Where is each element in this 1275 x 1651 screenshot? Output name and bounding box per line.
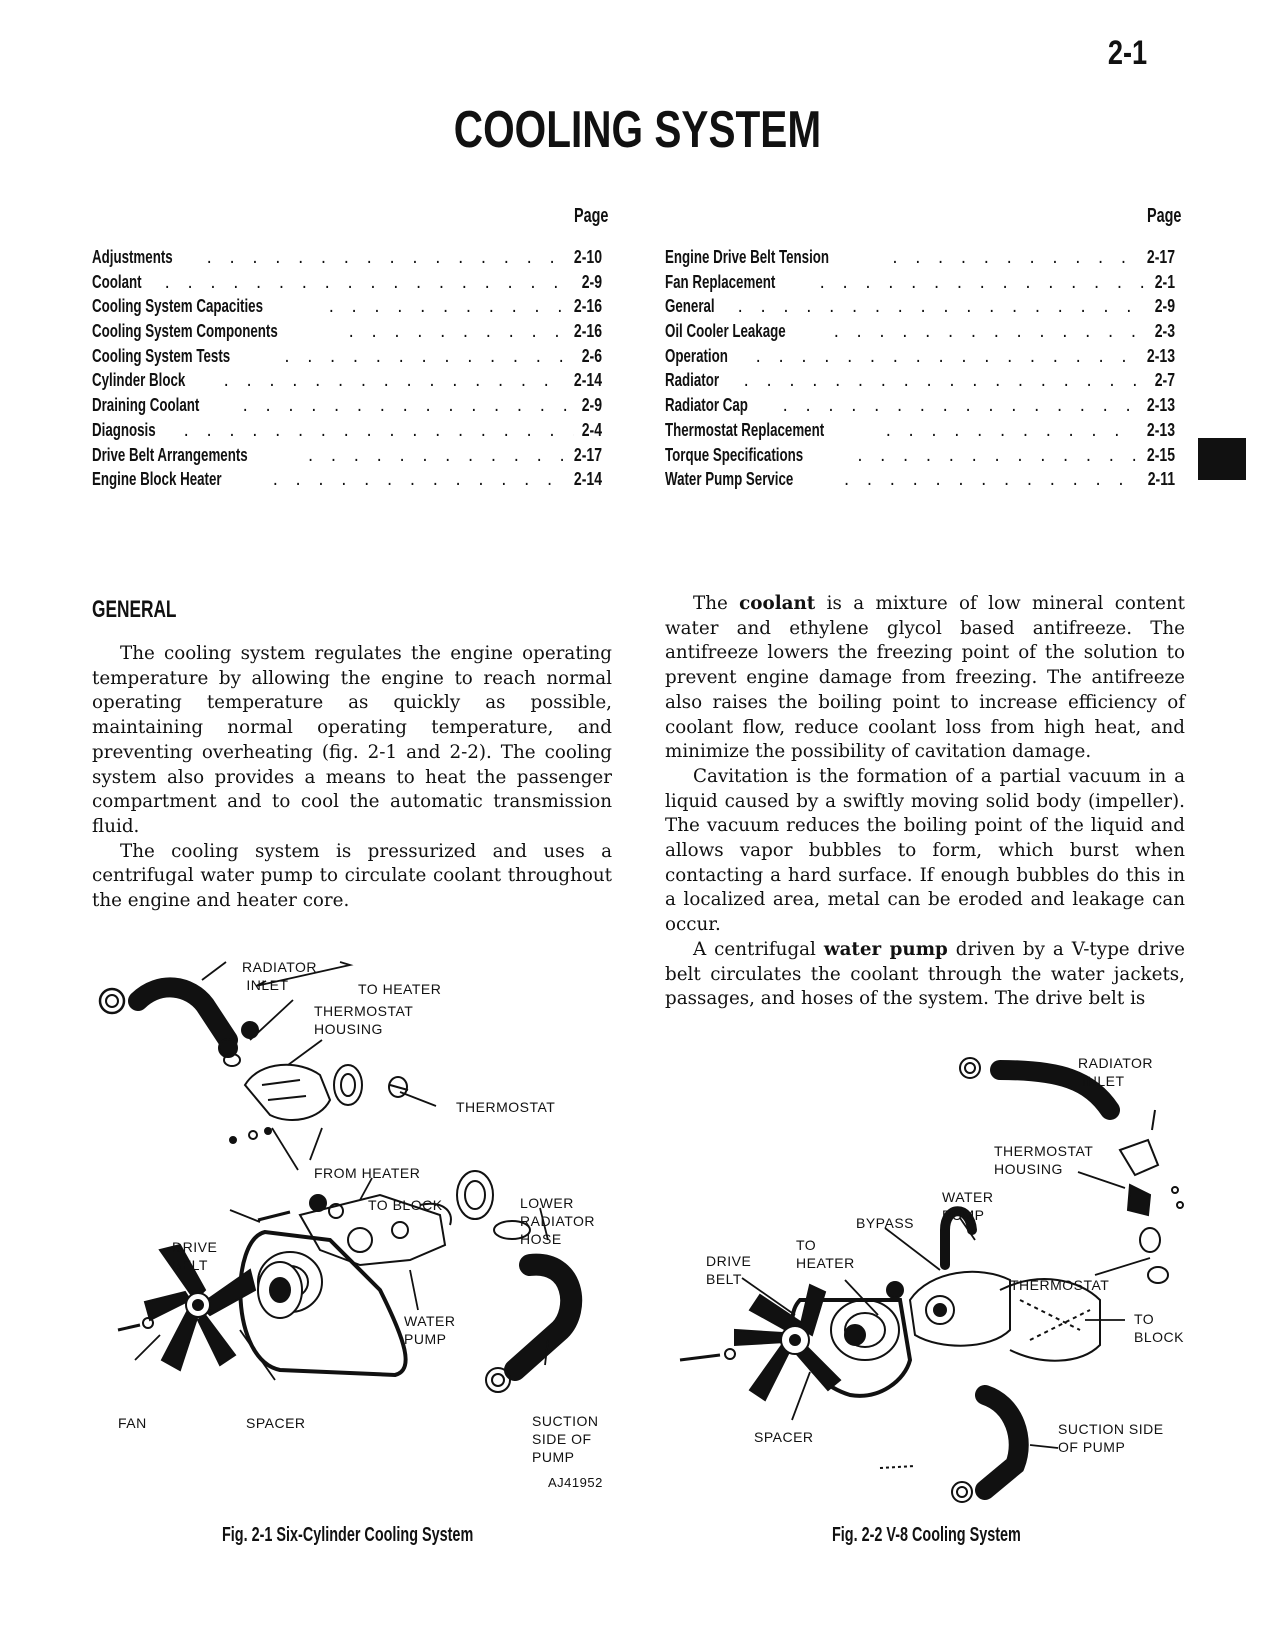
fig1-label-spacer: SPACER xyxy=(246,1415,306,1431)
toc-entry-page: 2-16 xyxy=(573,321,602,342)
fig2-label-to-block: TO BLOCK xyxy=(1134,1311,1184,1345)
figure-2-2-caption: Fig. 2-2 V-8 Cooling System xyxy=(832,1524,1021,1546)
toc-page-heading-left: Page xyxy=(574,205,609,227)
toc-entry-label: Fan Replacement xyxy=(665,271,776,292)
toc-entry-label: Radiator Cap xyxy=(665,395,748,416)
toc-entry-page: 2-10 xyxy=(573,247,602,267)
radiator-inlet-hose xyxy=(100,987,258,1057)
toc-entry-label: Radiator xyxy=(665,370,720,391)
toc-entry-page: 2-17 xyxy=(573,444,602,465)
general-heading: GENERAL xyxy=(92,596,177,623)
fig2-label-to-heater: TO HEATER xyxy=(796,1237,855,1271)
toc-entry-label: Draining Coolant xyxy=(92,395,200,416)
fig2-label-water-pump: WATER PUMP xyxy=(942,1189,994,1223)
toc-entry-label: Engine Drive Belt Tension xyxy=(665,247,830,267)
toc-entry-label: Water Pump Service xyxy=(665,469,794,490)
toc-entry-label: Adjustments xyxy=(92,247,173,267)
toc-entry-label: Cooling System Capacities xyxy=(92,296,263,317)
toc-entry-page: 2-13 xyxy=(1146,395,1175,416)
toc-entry-page: 2-14 xyxy=(573,370,602,391)
toc-entry-label: Engine Block Heater xyxy=(92,469,222,490)
water-pump-term: water pump xyxy=(823,938,948,960)
toc-entry-label: Operation xyxy=(665,345,728,366)
coolant-term: coolant xyxy=(739,593,816,614)
toc-entry-page: 2-1 xyxy=(1154,271,1175,292)
toc-entry-label: Cooling System Tests xyxy=(92,345,231,366)
fig1-label-water-pump: WATER PUMP xyxy=(404,1313,456,1347)
toc-entry-page: 2-4 xyxy=(581,419,602,440)
toc-entry-page: 2-13 xyxy=(1146,345,1175,366)
fig1-label-radiator-inlet: RADIATOR INLET xyxy=(242,959,318,993)
toc-entry-page: 2-7 xyxy=(1154,370,1175,391)
toc-entry-page: 2-14 xyxy=(573,469,602,490)
toc-entry-page: 2-16 xyxy=(573,296,602,317)
fig1-label-suction-side: SUCTION SIDE OF PUMP xyxy=(532,1413,599,1465)
v8-fan xyxy=(680,1285,840,1400)
cavitation-paragraph: Cavitation is the formation of a partial vacuum in a liquid caused by a swiftly moving solid body (impeller). The vacuum reduces the boiling point of the liquid and allows vapor bubbles to form, which burst when contacting a hard surface. If enough bubbles do this in a localized area, metal can be eroded and leakage can occur. xyxy=(665,765,1185,936)
figure-2-1-caption: Fig. 2-1 Six-Cylinder Cooling System xyxy=(222,1524,474,1546)
general-paragraph-2: The cooling system is pressurized and uses a centrifugal water pump to circulate coolant throughout the engine and heater core. xyxy=(92,840,612,912)
toc-entry-page: 2-9 xyxy=(1154,296,1175,317)
toc-entry-page: 2-9 xyxy=(581,271,602,292)
fig2-label-spacer: SPACER xyxy=(754,1429,814,1445)
v8-suction-hose xyxy=(880,1395,1019,1502)
toc-entry-label: General xyxy=(665,296,715,317)
fig1-code: AJ41952 xyxy=(548,1475,603,1490)
page-number: 2-1 xyxy=(1107,34,1147,72)
drive-belt-drawing xyxy=(240,1232,405,1375)
toc-entry-label: Torque Specifications xyxy=(665,444,804,465)
fig1-label-to-block: TO BLOCK xyxy=(368,1197,443,1213)
toc-entry-label: Cooling System Components xyxy=(92,321,278,342)
page-title: COOLING SYSTEM xyxy=(453,101,822,159)
fig1-label-from-heater: FROM HEATER xyxy=(314,1165,421,1181)
toc-entry-page: 2-3 xyxy=(1154,321,1175,342)
toc-entry-label: Diagnosis xyxy=(92,419,156,440)
toc-entry-page: 2-17 xyxy=(1146,247,1175,267)
fig1-label-to-heater: TO HEATER xyxy=(358,981,442,997)
v8-thermostat-housing xyxy=(1120,1140,1183,1283)
fig1-label-fan: FAN xyxy=(118,1415,147,1431)
toc-entry-label: Cylinder Block xyxy=(92,370,186,391)
thermostat-housing-drawing xyxy=(224,1054,362,1120)
fig2-label-bypass: BYPASS xyxy=(856,1215,914,1231)
toc-entry-label: Coolant xyxy=(92,271,142,292)
fig1-label-drive-belt: DRIVE BELT xyxy=(172,1239,218,1273)
fig2-label-suction-side: SUCTION SIDE OF PUMP xyxy=(1058,1421,1164,1455)
toc-entry-page: 2-11 xyxy=(1147,469,1175,490)
fig2-label-thermostat: THERMOSTAT xyxy=(1010,1277,1110,1293)
fig2-label-drive-belt: DRIVE BELT xyxy=(706,1253,752,1287)
toc-entry-label: Drive Belt Arrangements xyxy=(92,444,248,465)
bolt-drawings xyxy=(230,1128,271,1143)
toc-page-heading-right: Page xyxy=(1147,205,1182,227)
toc-entry-page: 2-15 xyxy=(1146,444,1175,465)
fig1-label-lower-radiator-hose: LOWER RADIATOR HOSE xyxy=(520,1195,596,1247)
toc-entry-page: 2-6 xyxy=(581,345,602,366)
coolant-paragraph: The coolant is a mixture of low mineral content water and ethylene glycol based antifreeze. The antifreeze lowers the freezing point of the solution to prevent engine damage from freezing. The antifreeze also raises the boiling point to increase efficiency of coolant flow, reduce coolant loss from high heat, and minimize the possibility of cavitation damage. xyxy=(665,593,1185,763)
toc-entry-label: Thermostat Replacement xyxy=(665,419,825,440)
water-pump-paragraph: A centrifugal water pump driven by a V-type drive belt circulates the coolant through the water jackets, passages, and hoses of the system. The drive belt is xyxy=(665,938,1185,1010)
fig2-label-radiator-inlet: RADIATOR INLET xyxy=(1078,1055,1154,1089)
general-paragraph-1: The cooling system regulates the engine operating temperature by allowing the engine to reach normal operating temperature as quickly as possible, maintaining normal operating temperature, and preventing overheating (fig. 2-1 and 2-2). The cooling system also provides a means to heat the passenger compartment and to cool the automatic transmission fluid. xyxy=(92,643,612,837)
toc-entry-page: 2-13 xyxy=(1146,419,1175,440)
fig1-label-thermostat: THERMOSTAT xyxy=(456,1099,556,1115)
toc-entry-page: 2-9 xyxy=(581,395,602,416)
water-pump-drawing xyxy=(258,1171,493,1265)
fig2-label-thermostat-housing: THERMOSTAT HOUSING xyxy=(994,1143,1094,1177)
toc-entry-label: Oil Cooler Leakage xyxy=(665,321,786,342)
fig1-label-thermostat-housing: THERMOSTAT HOUSING xyxy=(314,1003,414,1037)
